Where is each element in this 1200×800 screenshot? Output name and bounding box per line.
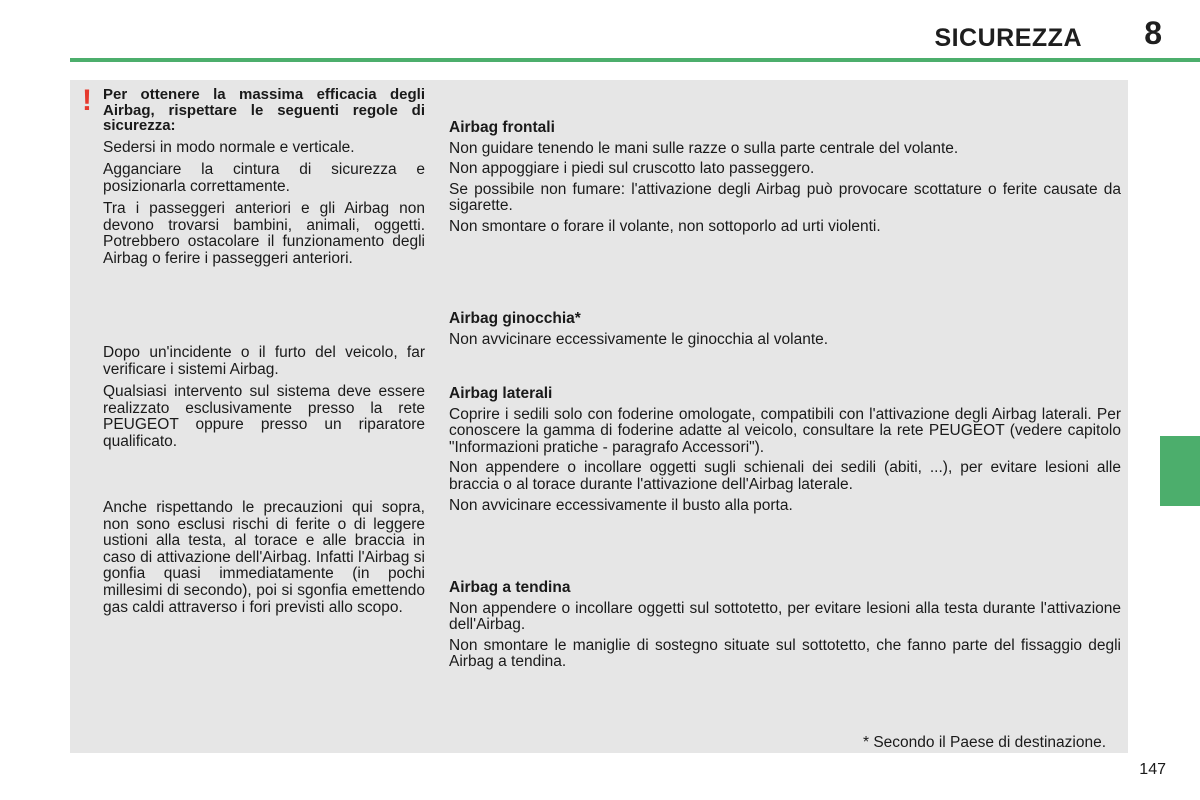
section-title: Airbag ginocchia* (449, 310, 581, 327)
section-frontal (449, 120, 1121, 240)
section-title: Airbag laterali (449, 385, 553, 402)
chapter-number: 8 (1144, 15, 1162, 51)
footnote: * Secondo il Paese di destinazione. (863, 734, 1106, 751)
section-paragraph: Non guidare tenendo le mani sulle razze o sulla parte centrale del volante. (449, 139, 959, 157)
warning-heading: Per ottenere la massima efficacia degli Airbag, rispettare le seguenti regole di sicurezza: (103, 86, 425, 134)
header-divider (70, 58, 1200, 62)
section-title: Airbag a tendina (449, 579, 571, 596)
section-curtain (449, 580, 1121, 675)
chapter-title: SICUREZZA (934, 24, 1082, 52)
note-paragraph: Dopo un'incidente o il furto del veicolo, far verificare i sistemi Airbag. (103, 344, 425, 378)
section-paragraph: Se possibile non fumare: l'attivazione degli Airbag può provocare scottature o ferite causate da sigarette. (449, 180, 1121, 215)
residual-risk-note (103, 500, 425, 622)
warning-icon: ! (82, 84, 92, 117)
warning-rule: Tra i passeggeri anteriori e gli Airbag non devono trovarsi bambini, animali, oggetti. Potrebbero ostacolare il funzionamento degli Airbag o ferire i passeggeri anteriori. (103, 200, 425, 268)
section-paragraph: Non smontare le maniglie di sostegno situate sul sottotetto, che fanno parte del fissaggio degli Airbag a tendina. (449, 636, 1121, 671)
section-paragraph: Non appendere o incollare oggetti sugli schienali dei sedili (abiti, ...), per evitare lesioni alle braccia o al torace durante l'attivazione dell'Airbag laterale. (449, 459, 1121, 493)
after-incident-note (103, 345, 425, 457)
warning-box (103, 87, 425, 274)
section-lateral (449, 386, 1121, 518)
section-paragraph: Non appoggiare i piedi sul cruscotto lato passeggero. (449, 160, 815, 178)
section-paragraph: Non smontare o forare il volante, non sottoporlo ad urti violenti. (449, 217, 881, 235)
section-paragraph: Non avvicinare eccessivamente il busto alla porta. (449, 496, 793, 514)
section-paragraph: Coprire i sedili solo con foderine omologate, compatibili con l'attivazione degli Airbag laterali. Per conoscere la gamma di foderine adatte al veicolo, consultare la rete PEUGEOT (vedere capitolo "Informazioni pratiche - paragrafo Accessori"). (449, 405, 1121, 456)
warning-rule: Sedersi in modo normale e verticale. (103, 138, 355, 156)
section-knee (449, 311, 1121, 352)
page-number: 147 (1139, 761, 1166, 778)
section-paragraph: Non appendere o incollare oggetti sul sottotetto, per evitare lesioni alla testa durante l'attivazione dell'Airbag. (449, 599, 1121, 634)
chapter-side-tab (1160, 436, 1200, 506)
section-paragraph: Non avvicinare eccessivamente le ginocchia al volante. (449, 330, 829, 348)
warning-rule: Agganciare la cintura di sicurezza e posizionarla correttamente. (103, 161, 425, 195)
note-paragraph: Anche rispettando le precauzioni qui sopra, non sono esclusi rischi di ferite o di leggere ustioni alla testa, al torace e alle braccia in caso di attivazione dell'Airbag. Infatti l'Airbag si gonfia quasi immediatamente (in pochi millesimi di secondo), poi si sgonfia emettendo gas caldi attraverso i fori previsti allo scopo. (103, 499, 425, 616)
note-paragraph: Qualsiasi intervento sul sistema deve essere realizzato esclusivamente presso la rete PEUGEOT oppure presso un riparatore qualificato. (103, 383, 425, 450)
section-title: Airbag frontali (449, 119, 555, 136)
